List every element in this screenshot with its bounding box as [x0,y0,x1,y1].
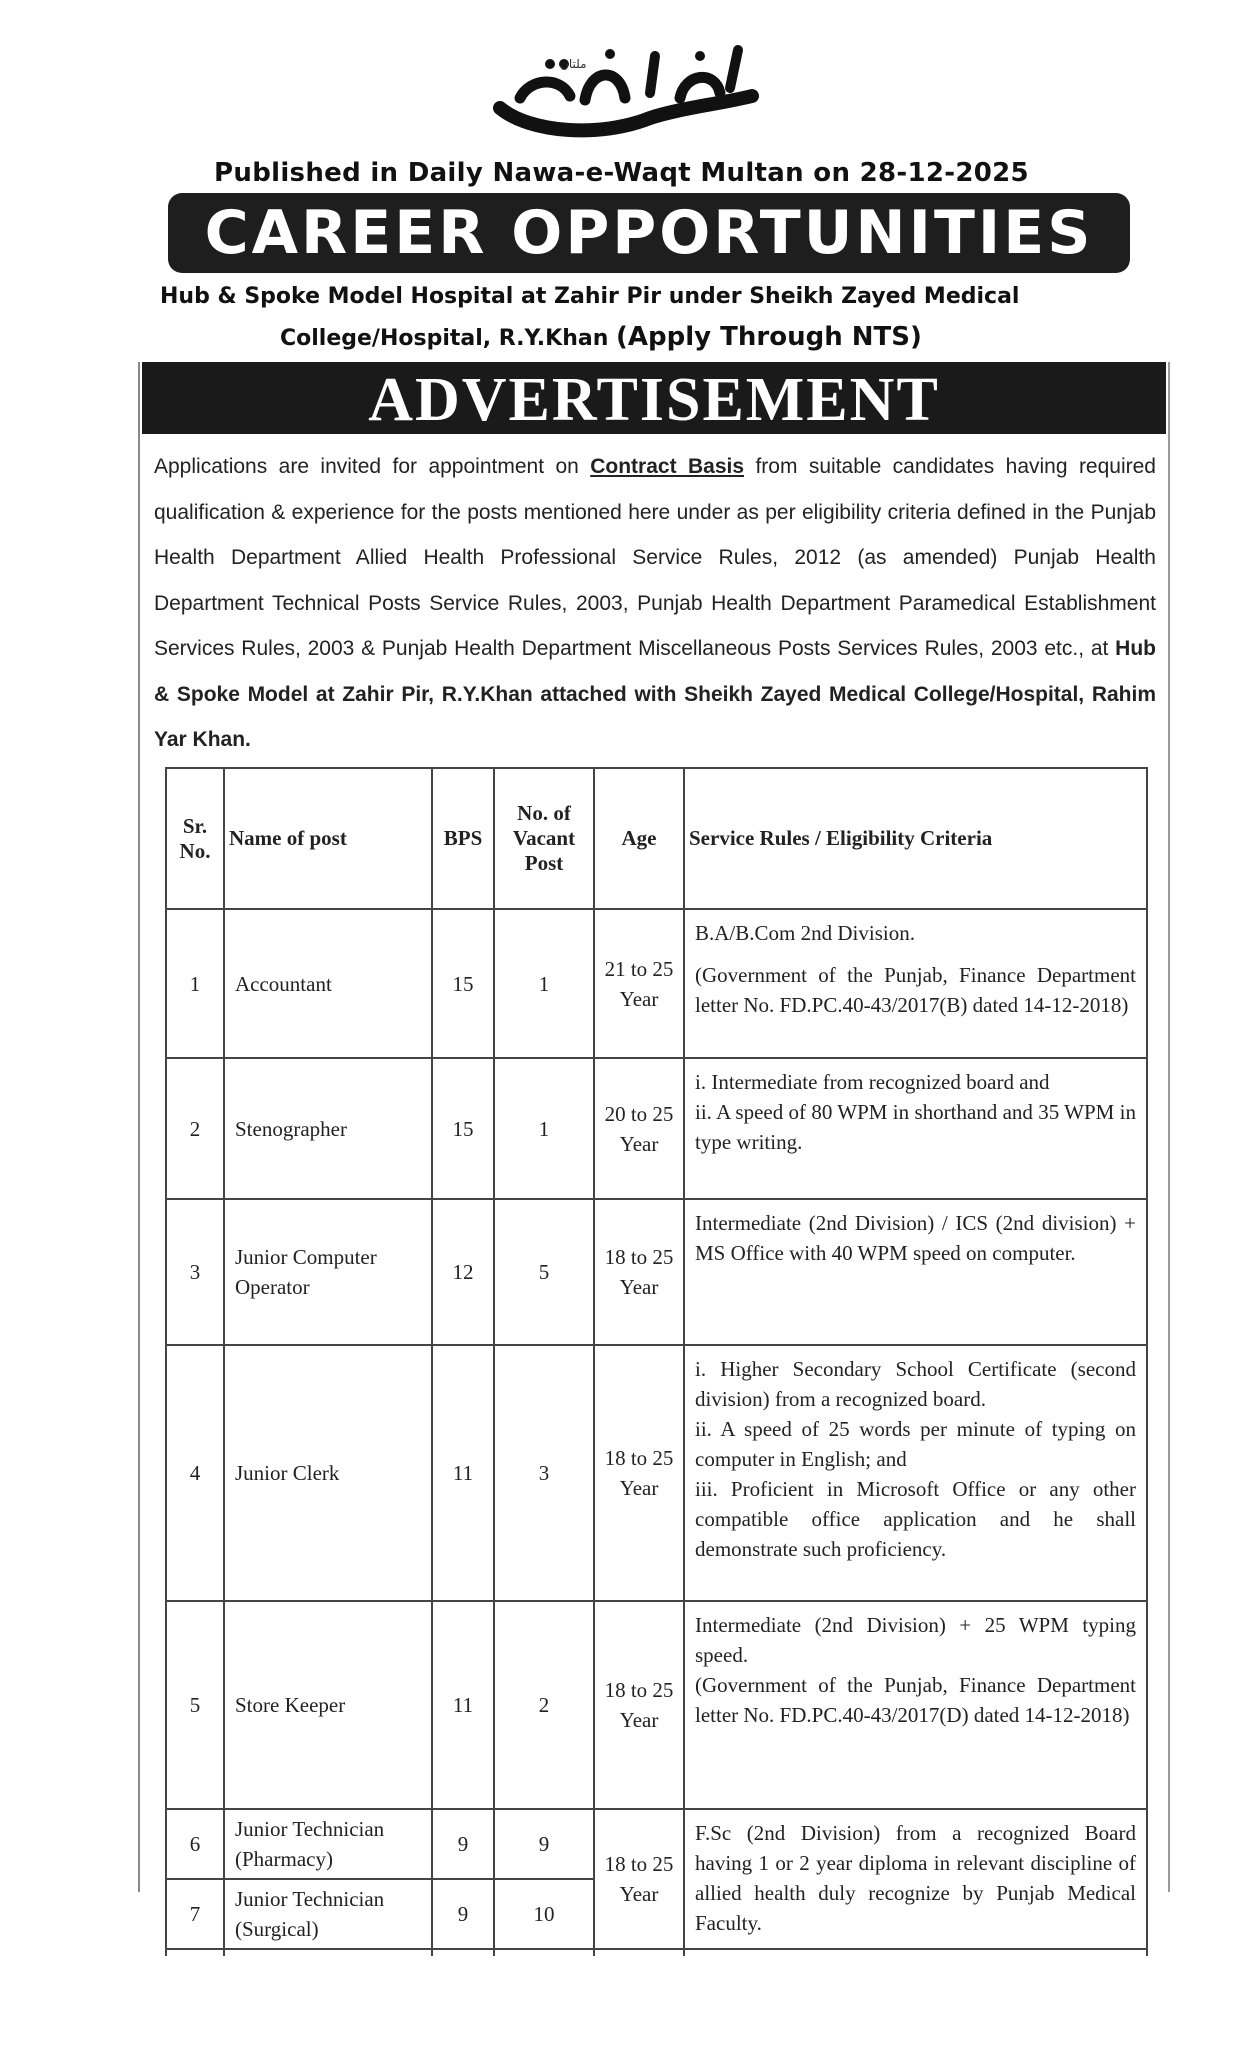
hospital-line-2-wrap [160,317,1110,359]
apply-through-nts: (Apply Through NTS) [616,322,922,352]
cell-bps: 11 [432,1345,494,1601]
table-row [166,909,1147,1058]
cell-bps: 15 [432,909,494,1058]
header-age: Age [594,768,684,909]
rules-line: Intermediate (2nd Division) / ICS (2nd division) + MS Office with 40 WPM speed on computer. [695,1211,1136,1265]
hospital-heading [160,277,1110,359]
intro-contract-basis: Contract Basis [590,455,745,478]
cell-age-shared: 18 to 25 Year [594,1809,684,1949]
cell-age: 18 to 25 Year [594,1601,684,1809]
cell-post-name: Accountant [224,909,432,1058]
rules-line: (Government of the Punjab, Finance Department letter No. FD.PC.40-43/2017(D) dated 14-12-2018) [695,1673,1136,1727]
cell-age: 18 to 25 Year [594,1345,684,1601]
intro-part-1: Applications are invited for appointment on [154,455,579,478]
cell-rules [684,1199,1147,1345]
header-bps: BPS [432,768,494,909]
cell-post-name: Junior Computer Operator [224,1199,432,1345]
header-vacant-post: No. of Vacant Post [494,768,594,909]
table-row-cutoff [166,1949,1147,1956]
cell-sr: 2 [166,1058,224,1199]
rules-line: ii. A speed of 25 words per minute of typing on computer in English; and [695,1417,1136,1471]
rules-line: ii. A speed of 80 WPM in shorthand and 35 WPM in type writing. [695,1100,1136,1154]
intro-bold-location: Hub & Spoke Model at Zahir Pir, R.Y.Khan attached with Sheikh Zayed Medical College/Hospital, Rahim Yar Khan. [154,637,1156,751]
cell-post-name: Junior Clerk [224,1345,432,1601]
cell-bps: 15 [432,1058,494,1199]
cell-vacant: 2 [494,1601,594,1809]
cell-rules [684,1345,1147,1601]
cell-vacant: 3 [494,1345,594,1601]
advertisement-heading: ADVERTISEMENT [142,362,1166,434]
rules-line: i. Intermediate from recognized board and [695,1070,1050,1094]
cell-age: 21 to 25 Year [594,909,684,1058]
cell-age: 18 to 25 Year [594,1199,684,1345]
cell-post-name: Store Keeper [224,1601,432,1809]
rules-line: i. Higher Secondary School Certificate (second division) from a recognized board. [695,1357,1136,1411]
intro-part-2: from suitable candidates having required qualification & experience for the posts mentioned here under as per eligibility criteria defined in the Punjab Health Department Allied Health Professional Service Rules, 2012 (as amended) Punjab Health Department Technical Posts Service Rules, 2003, Punjab Health Department Paramedical Establishment Services Rules, 2003 & Punjab Health Department Miscellaneous Posts Services Rules, 2003 etc., at [154,455,1156,660]
cell-rules [684,1601,1147,1809]
cell-bps: 9 [432,1879,494,1949]
cell-sr: 5 [166,1601,224,1809]
hospital-line-2: College/Hospital, R.Y.Khan [280,326,609,351]
table-header-row [166,768,1147,909]
cell-rules [684,1058,1147,1199]
hospital-line-1: Hub & Spoke Model Hospital at Zahir Pir under Sheikh Zayed Medical [160,284,1020,309]
rules-line: Intermediate (2nd Division) + 25 WPM typing speed. [695,1613,1136,1667]
cell-vacant: 9 [494,1809,594,1879]
cell-sr: 3 [166,1199,224,1345]
svg-text:ملتان: ملتان [560,57,587,71]
cell-rules [684,909,1147,1058]
header-name-of-post: Name of post [224,768,432,909]
table-row [166,1809,1147,1879]
table-row [166,1601,1147,1809]
header-service-rules: Service Rules / Eligibility Criteria [684,768,1147,909]
advertisement-section [138,362,1170,1941]
newspaper-logo [490,38,760,150]
cell-bps: 9 [432,1809,494,1879]
table-row [166,1345,1147,1601]
cell-sr: 1 [166,909,224,1058]
header-sr-no: Sr. No. [166,768,224,909]
rules-line: iii. Proficient in Microsoft Office or any other compatible office application and he shall demonstrate such proficiency. [695,1477,1136,1561]
cell-bps: 11 [432,1601,494,1809]
cell-sr: 7 [166,1879,224,1949]
cell-vacant: 1 [494,909,594,1058]
cell-sr: 6 [166,1809,224,1879]
posts-table [165,767,1148,1956]
cell-post-name: Stenographer [224,1058,432,1199]
published-line: Published in Daily Nawa-e-Waqt Multan on 28-12-2025 [214,158,1029,188]
rules-line: F.Sc (2nd Division) from a recognized Board having 1 or 2 year diploma in relevant discipline of allied health duly recognize by Punjab Medical Faculty. [695,1821,1136,1935]
table-row [166,1199,1147,1345]
career-opportunities-banner: CAREER OPPORTUNITIES [168,193,1130,273]
advertisement-intro [154,444,1156,763]
cell-vacant: 1 [494,1058,594,1199]
cell-post-name: Junior Technician (Surgical) [224,1879,432,1949]
cell-vacant: 5 [494,1199,594,1345]
cell-vacant: 10 [494,1879,594,1949]
rules-line: B.A/B.Com 2nd Division. [695,921,915,945]
cell-age: 20 to 25 Year [594,1058,684,1199]
cell-post-name: Junior Technician (Pharmacy) [224,1809,432,1879]
table-row [166,1058,1147,1199]
rules-line: (Government of the Punjab, Finance Department letter No. FD.PC.40-43/2017(B) dated 14-12-2018) [695,963,1136,1017]
cell-bps: 12 [432,1199,494,1345]
cell-rules-shared [684,1809,1147,1949]
cell-sr: 4 [166,1345,224,1601]
